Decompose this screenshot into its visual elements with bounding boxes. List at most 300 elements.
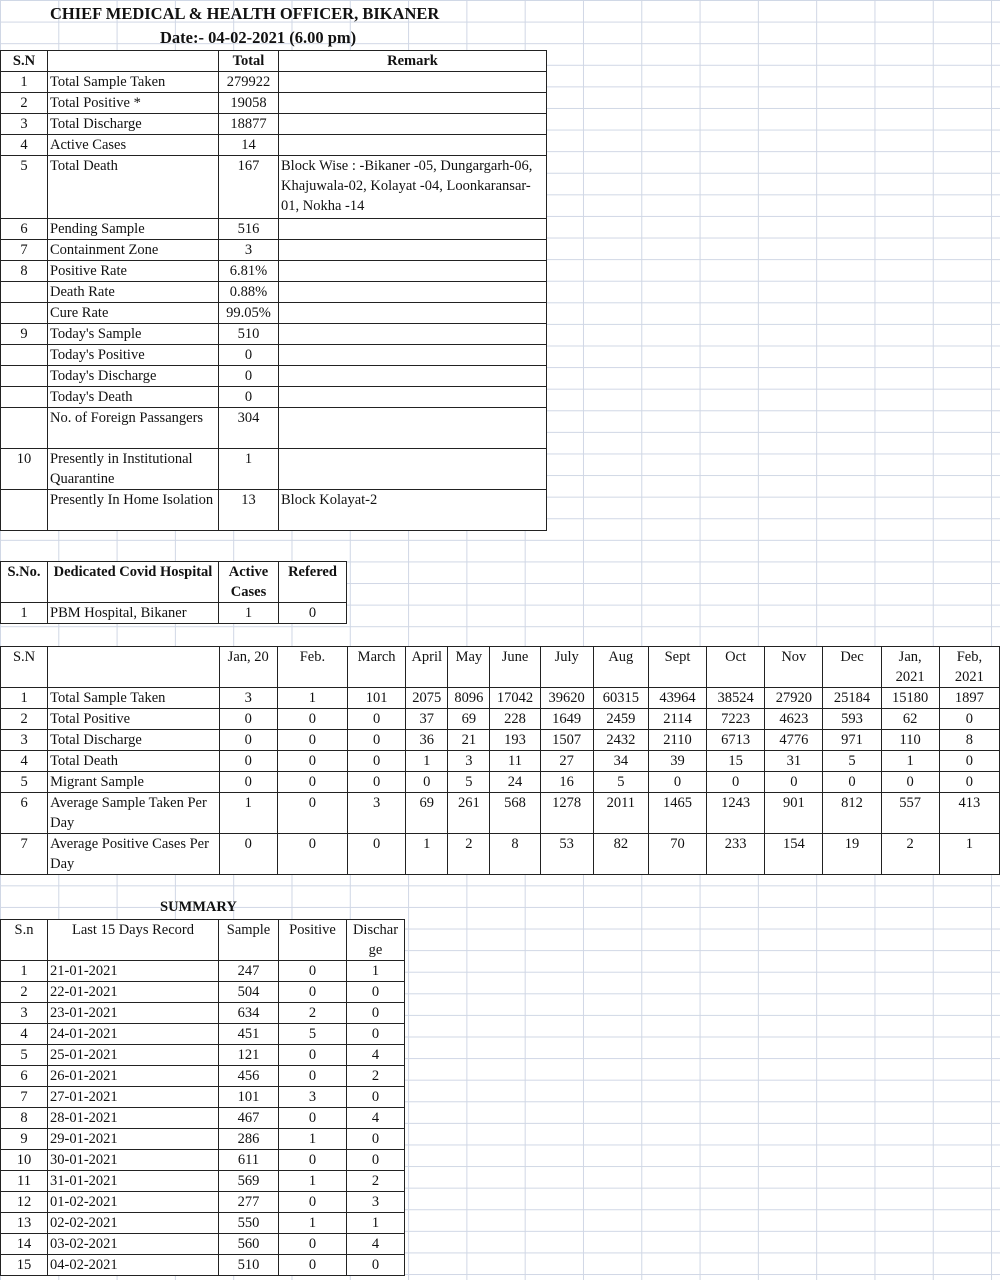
main-row bbox=[1, 93, 547, 114]
monthly-header-month: July bbox=[540, 647, 593, 688]
main-row bbox=[1, 282, 547, 303]
monthly-cell: 0 bbox=[823, 772, 881, 793]
monthly-cell: 1507 bbox=[540, 730, 593, 751]
monthly-header-month: June bbox=[490, 647, 540, 688]
main-row-label: Today's Discharge bbox=[48, 366, 219, 387]
monthly-cell: 812 bbox=[823, 793, 881, 834]
summary-row-sample: 569 bbox=[219, 1171, 279, 1192]
summary-row-positive: 0 bbox=[279, 1255, 347, 1276]
main-row-total: 6.81% bbox=[219, 261, 279, 282]
main-row-label: Presently in Institutional Quarantine bbox=[48, 449, 219, 490]
main-row-sn: 10 bbox=[1, 449, 48, 490]
monthly-cell: 0 bbox=[939, 772, 999, 793]
summary-row-date: 30-01-2021 bbox=[48, 1150, 219, 1171]
main-row-total: 304 bbox=[219, 408, 279, 449]
summary-row-date: 02-02-2021 bbox=[48, 1213, 219, 1234]
monthly-cell: 19 bbox=[823, 834, 881, 875]
summary-row-sn: 9 bbox=[1, 1129, 48, 1150]
main-row-label: Presently In Home Isolation bbox=[48, 490, 219, 531]
monthly-cell: 25184 bbox=[823, 688, 881, 709]
main-row bbox=[1, 387, 547, 408]
main-row-label: Total Discharge bbox=[48, 114, 219, 135]
summary-row bbox=[1, 1171, 405, 1192]
monthly-cell: 101 bbox=[348, 688, 406, 709]
monthly-cell: 2432 bbox=[593, 730, 648, 751]
main-stats-table bbox=[0, 50, 547, 531]
summary-row-sample: 101 bbox=[219, 1087, 279, 1108]
summary-row-date: 23-01-2021 bbox=[48, 1003, 219, 1024]
main-row-remark bbox=[279, 219, 547, 240]
monthly-row-sn: 6 bbox=[1, 793, 48, 834]
hospital-row bbox=[1, 603, 347, 624]
summary-row-date: 25-01-2021 bbox=[48, 1045, 219, 1066]
main-row-total: 19058 bbox=[219, 93, 279, 114]
main-row-total: 0 bbox=[219, 366, 279, 387]
monthly-cell: 4776 bbox=[765, 730, 823, 751]
summary-row-sample: 456 bbox=[219, 1066, 279, 1087]
main-row-total: 0 bbox=[219, 387, 279, 408]
summary-row bbox=[1, 1108, 405, 1129]
monthly-row-sn: 4 bbox=[1, 751, 48, 772]
summary-row-sn: 15 bbox=[1, 1255, 48, 1276]
main-row-label: Cure Rate bbox=[48, 303, 219, 324]
monthly-cell: 0 bbox=[881, 772, 939, 793]
monthly-row bbox=[1, 834, 1000, 875]
monthly-row-label: Total Positive bbox=[48, 709, 220, 730]
monthly-header-month: May bbox=[448, 647, 490, 688]
monthly-cell: 70 bbox=[648, 834, 706, 875]
monthly-cell: 0 bbox=[348, 834, 406, 875]
main-row-sn: 5 bbox=[1, 156, 48, 219]
summary-row-sample: 286 bbox=[219, 1129, 279, 1150]
monthly-cell: 228 bbox=[490, 709, 540, 730]
monthly-cell: 21 bbox=[448, 730, 490, 751]
monthly-cell: 62 bbox=[881, 709, 939, 730]
summary-row-discharge: 2 bbox=[347, 1066, 405, 1087]
summary-row-discharge: 2 bbox=[347, 1171, 405, 1192]
main-row-label: Total Positive * bbox=[48, 93, 219, 114]
summary-row-sample: 510 bbox=[219, 1255, 279, 1276]
main-row-sn: 2 bbox=[1, 93, 48, 114]
main-row bbox=[1, 114, 547, 135]
monthly-cell: 0 bbox=[939, 709, 999, 730]
main-row-sn bbox=[1, 303, 48, 324]
monthly-cell: 8096 bbox=[448, 688, 490, 709]
main-row bbox=[1, 261, 547, 282]
monthly-row-label: Total Death bbox=[48, 751, 220, 772]
main-row bbox=[1, 366, 547, 387]
main-row-sn bbox=[1, 408, 48, 449]
summary-header-row bbox=[1, 920, 405, 961]
monthly-cell: 39 bbox=[648, 751, 706, 772]
summary-row-positive: 1 bbox=[279, 1171, 347, 1192]
monthly-cell: 413 bbox=[939, 793, 999, 834]
monthly-cell: 27 bbox=[540, 751, 593, 772]
main-row-sn bbox=[1, 282, 48, 303]
summary-row-sample: 560 bbox=[219, 1234, 279, 1255]
monthly-cell: 16 bbox=[540, 772, 593, 793]
main-row-total: 0 bbox=[219, 345, 279, 366]
main-row-remark bbox=[279, 366, 547, 387]
summary-row-discharge: 4 bbox=[347, 1234, 405, 1255]
summary-row bbox=[1, 1129, 405, 1150]
main-row-remark: Block Kolayat-2 bbox=[279, 490, 547, 531]
hospital-header-sn: S.No. bbox=[1, 562, 48, 603]
summary-row-discharge: 0 bbox=[347, 1150, 405, 1171]
monthly-cell: 0 bbox=[277, 793, 347, 834]
monthly-row bbox=[1, 772, 1000, 793]
monthly-row bbox=[1, 709, 1000, 730]
monthly-row-label: Average Sample Taken Per Day bbox=[48, 793, 220, 834]
summary-row-sn: 2 bbox=[1, 982, 48, 1003]
summary-row-date: 03-02-2021 bbox=[48, 1234, 219, 1255]
monthly-header-row bbox=[1, 647, 1000, 688]
main-row-remark bbox=[279, 387, 547, 408]
main-row-label: Total Sample Taken bbox=[48, 72, 219, 93]
monthly-cell: 15 bbox=[707, 751, 765, 772]
monthly-cell: 31 bbox=[765, 751, 823, 772]
summary-row bbox=[1, 1234, 405, 1255]
main-row-total: 18877 bbox=[219, 114, 279, 135]
main-row-remark bbox=[279, 240, 547, 261]
main-row-sn: 8 bbox=[1, 261, 48, 282]
main-row-total: 0.88% bbox=[219, 282, 279, 303]
monthly-cell: 154 bbox=[765, 834, 823, 875]
monthly-header-month: April bbox=[406, 647, 448, 688]
monthly-cell: 568 bbox=[490, 793, 540, 834]
main-row bbox=[1, 72, 547, 93]
summary-row-date: 22-01-2021 bbox=[48, 982, 219, 1003]
summary-row-discharge: 1 bbox=[347, 1213, 405, 1234]
summary-row-sample: 550 bbox=[219, 1213, 279, 1234]
monthly-header-month: Nov bbox=[765, 647, 823, 688]
main-row-total: 516 bbox=[219, 219, 279, 240]
main-row-label: Active Cases bbox=[48, 135, 219, 156]
monthly-header-month: Jan, 2021 bbox=[881, 647, 939, 688]
summary-row-positive: 0 bbox=[279, 1192, 347, 1213]
main-row-sn bbox=[1, 490, 48, 531]
main-row-sn: 6 bbox=[1, 219, 48, 240]
summary-row-discharge: 3 bbox=[347, 1192, 405, 1213]
monthly-row bbox=[1, 751, 1000, 772]
summary-row-sn: 6 bbox=[1, 1066, 48, 1087]
monthly-cell: 0 bbox=[348, 751, 406, 772]
summary-row-discharge: 0 bbox=[347, 1087, 405, 1108]
monthly-cell: 3 bbox=[448, 751, 490, 772]
hospital-header-name: Dedicated Covid Hospital bbox=[48, 562, 219, 603]
summary-title: SUMMARY bbox=[160, 899, 237, 915]
summary-row-positive: 1 bbox=[279, 1213, 347, 1234]
monthly-cell: 11 bbox=[490, 751, 540, 772]
summary-row-discharge: 1 bbox=[347, 961, 405, 982]
monthly-header-month: Oct bbox=[707, 647, 765, 688]
summary-row-date: 27-01-2021 bbox=[48, 1087, 219, 1108]
monthly-cell: 1 bbox=[881, 751, 939, 772]
monthly-cell: 60315 bbox=[593, 688, 648, 709]
monthly-row-sn: 3 bbox=[1, 730, 48, 751]
summary-row-positive: 0 bbox=[279, 1108, 347, 1129]
monthly-cell: 4623 bbox=[765, 709, 823, 730]
monthly-cell: 593 bbox=[823, 709, 881, 730]
summary-row-discharge: 0 bbox=[347, 1003, 405, 1024]
monthly-row-sn: 5 bbox=[1, 772, 48, 793]
hospital-table bbox=[0, 561, 347, 624]
summary-row bbox=[1, 1192, 405, 1213]
main-row-total: 3 bbox=[219, 240, 279, 261]
monthly-row-label: Total Discharge bbox=[48, 730, 220, 751]
monthly-cell: 2110 bbox=[648, 730, 706, 751]
monthly-cell: 5 bbox=[823, 751, 881, 772]
summary-row-positive: 1 bbox=[279, 1129, 347, 1150]
monthly-cell: 2459 bbox=[593, 709, 648, 730]
summary-row-positive: 0 bbox=[279, 982, 347, 1003]
monthly-cell: 1649 bbox=[540, 709, 593, 730]
monthly-row-sn: 1 bbox=[1, 688, 48, 709]
summary-row-date: 26-01-2021 bbox=[48, 1066, 219, 1087]
summary-row-discharge: 0 bbox=[347, 1129, 405, 1150]
monthly-row-sn: 7 bbox=[1, 834, 48, 875]
monthly-row-label: Migrant Sample bbox=[48, 772, 220, 793]
monthly-header-sn: S.N bbox=[1, 647, 48, 688]
monthly-cell: 7223 bbox=[707, 709, 765, 730]
monthly-cell: 3 bbox=[348, 793, 406, 834]
monthly-cell: 2011 bbox=[593, 793, 648, 834]
monthly-header-month: Aug bbox=[593, 647, 648, 688]
monthly-cell: 1 bbox=[406, 834, 448, 875]
monthly-cell: 1278 bbox=[540, 793, 593, 834]
main-row-total: 510 bbox=[219, 324, 279, 345]
summary-row-date: 28-01-2021 bbox=[48, 1108, 219, 1129]
main-row-total: 14 bbox=[219, 135, 279, 156]
monthly-cell: 2075 bbox=[406, 688, 448, 709]
summary-row bbox=[1, 1150, 405, 1171]
main-row-total: 99.05% bbox=[219, 303, 279, 324]
summary-row-positive: 0 bbox=[279, 1234, 347, 1255]
main-row-sn: 3 bbox=[1, 114, 48, 135]
monthly-cell: 17042 bbox=[490, 688, 540, 709]
summary-row-sample: 451 bbox=[219, 1024, 279, 1045]
summary-row-date: 24-01-2021 bbox=[48, 1024, 219, 1045]
summary-row-sample: 277 bbox=[219, 1192, 279, 1213]
main-header-total: Total bbox=[219, 51, 279, 72]
main-row-sn bbox=[1, 387, 48, 408]
monthly-cell: 69 bbox=[406, 793, 448, 834]
monthly-header-label bbox=[48, 647, 220, 688]
monthly-cell: 0 bbox=[277, 772, 347, 793]
monthly-row bbox=[1, 793, 1000, 834]
summary-row bbox=[1, 1066, 405, 1087]
summary-row-date: 31-01-2021 bbox=[48, 1171, 219, 1192]
hospital-header-row bbox=[1, 562, 347, 603]
monthly-cell: 34 bbox=[593, 751, 648, 772]
main-row-sn bbox=[1, 345, 48, 366]
main-row-sn bbox=[1, 366, 48, 387]
main-row-sn: 7 bbox=[1, 240, 48, 261]
monthly-cell: 1243 bbox=[707, 793, 765, 834]
main-header-sn: S.N bbox=[1, 51, 48, 72]
monthly-cell: 0 bbox=[219, 772, 277, 793]
monthly-cell: 0 bbox=[348, 772, 406, 793]
main-row-label: Death Rate bbox=[48, 282, 219, 303]
main-row-remark: Block Wise : -Bikaner -05, Dungargarh-06, Khajuwala-02, Kolayat -04, Loonkaransar-01, Nokha -14 bbox=[279, 156, 547, 219]
summary-row-sn: 5 bbox=[1, 1045, 48, 1066]
summary-row-positive: 0 bbox=[279, 1150, 347, 1171]
main-row-label: Pending Sample bbox=[48, 219, 219, 240]
main-row-sn: 9 bbox=[1, 324, 48, 345]
monthly-cell: 6713 bbox=[707, 730, 765, 751]
monthly-cell: 24 bbox=[490, 772, 540, 793]
monthly-header-month: Jan, 20 bbox=[219, 647, 277, 688]
hospital-header-active: Active Cases bbox=[219, 562, 279, 603]
monthly-cell: 0 bbox=[406, 772, 448, 793]
hospital-active: 1 bbox=[219, 603, 279, 624]
page-title: CHIEF MEDICAL & HEALTH OFFICER, BIKANER bbox=[50, 4, 440, 23]
main-row-label: Today's Positive bbox=[48, 345, 219, 366]
monthly-cell: 3 bbox=[219, 688, 277, 709]
summary-row-positive: 0 bbox=[279, 1045, 347, 1066]
monthly-cell: 971 bbox=[823, 730, 881, 751]
monthly-cell: 901 bbox=[765, 793, 823, 834]
main-row bbox=[1, 324, 547, 345]
monthly-cell: 69 bbox=[448, 709, 490, 730]
main-row-remark bbox=[279, 93, 547, 114]
hospital-refered: 0 bbox=[279, 603, 347, 624]
monthly-cell: 43964 bbox=[648, 688, 706, 709]
monthly-cell: 0 bbox=[219, 834, 277, 875]
monthly-cell: 0 bbox=[648, 772, 706, 793]
main-header-remark: Remark bbox=[279, 51, 547, 72]
monthly-table bbox=[0, 646, 1000, 875]
summary-row-sample: 634 bbox=[219, 1003, 279, 1024]
monthly-cell: 8 bbox=[939, 730, 999, 751]
main-row-label: No. of Foreign Passangers bbox=[48, 408, 219, 449]
monthly-cell: 0 bbox=[707, 772, 765, 793]
monthly-header-month: March bbox=[348, 647, 406, 688]
monthly-row-label: Total Sample Taken bbox=[48, 688, 220, 709]
summary-header-discharge: Dischar ge bbox=[347, 920, 405, 961]
summary-row-discharge: 4 bbox=[347, 1108, 405, 1129]
summary-row-sn: 3 bbox=[1, 1003, 48, 1024]
monthly-cell: 0 bbox=[765, 772, 823, 793]
summary-row bbox=[1, 1003, 405, 1024]
summary-header-sample: Sample bbox=[219, 920, 279, 961]
monthly-row-label: Average Positive Cases Per Day bbox=[48, 834, 220, 875]
monthly-cell: 15180 bbox=[881, 688, 939, 709]
monthly-row bbox=[1, 730, 1000, 751]
monthly-cell: 1 bbox=[939, 834, 999, 875]
monthly-cell: 233 bbox=[707, 834, 765, 875]
monthly-cell: 0 bbox=[348, 730, 406, 751]
summary-row bbox=[1, 1213, 405, 1234]
monthly-cell: 261 bbox=[448, 793, 490, 834]
main-row-label: Today's Death bbox=[48, 387, 219, 408]
monthly-row-sn: 2 bbox=[1, 709, 48, 730]
monthly-cell: 2 bbox=[448, 834, 490, 875]
summary-row bbox=[1, 1087, 405, 1108]
monthly-cell: 82 bbox=[593, 834, 648, 875]
main-row-label: Containment Zone bbox=[48, 240, 219, 261]
summary-row-date: 29-01-2021 bbox=[48, 1129, 219, 1150]
main-row-remark bbox=[279, 282, 547, 303]
summary-row-sn: 10 bbox=[1, 1150, 48, 1171]
summary-row bbox=[1, 1024, 405, 1045]
main-row-remark bbox=[279, 303, 547, 324]
monthly-cell: 0 bbox=[277, 709, 347, 730]
main-row bbox=[1, 408, 547, 449]
summary-row-discharge: 4 bbox=[347, 1045, 405, 1066]
summary-row bbox=[1, 982, 405, 1003]
main-row-label: Today's Sample bbox=[48, 324, 219, 345]
monthly-cell: 0 bbox=[219, 751, 277, 772]
monthly-cell: 110 bbox=[881, 730, 939, 751]
main-row-remark bbox=[279, 408, 547, 449]
main-row-label: Total Death bbox=[48, 156, 219, 219]
main-row bbox=[1, 303, 547, 324]
monthly-cell: 557 bbox=[881, 793, 939, 834]
summary-row-discharge: 0 bbox=[347, 982, 405, 1003]
summary-header-record: Last 15 Days Record bbox=[48, 920, 219, 961]
main-row-sn: 1 bbox=[1, 72, 48, 93]
monthly-cell: 1 bbox=[219, 793, 277, 834]
summary-row-date: 21-01-2021 bbox=[48, 961, 219, 982]
main-row-remark bbox=[279, 324, 547, 345]
summary-row-sample: 504 bbox=[219, 982, 279, 1003]
summary-row bbox=[1, 1255, 405, 1276]
summary-row-sample: 121 bbox=[219, 1045, 279, 1066]
main-row bbox=[1, 345, 547, 366]
monthly-cell: 39620 bbox=[540, 688, 593, 709]
main-header-label bbox=[48, 51, 219, 72]
summary-row-sample: 611 bbox=[219, 1150, 279, 1171]
main-row-total: 279922 bbox=[219, 72, 279, 93]
main-row-remark bbox=[279, 345, 547, 366]
monthly-cell: 0 bbox=[939, 751, 999, 772]
monthly-cell: 27920 bbox=[765, 688, 823, 709]
monthly-cell: 5 bbox=[593, 772, 648, 793]
monthly-cell: 1 bbox=[277, 688, 347, 709]
main-row-total: 167 bbox=[219, 156, 279, 219]
monthly-cell: 2114 bbox=[648, 709, 706, 730]
monthly-cell: 1 bbox=[406, 751, 448, 772]
main-row-total: 13 bbox=[219, 490, 279, 531]
monthly-cell: 2 bbox=[881, 834, 939, 875]
main-header-row bbox=[1, 51, 547, 72]
monthly-header-month: Sept bbox=[648, 647, 706, 688]
monthly-cell: 0 bbox=[277, 730, 347, 751]
summary-row-sn: 1 bbox=[1, 961, 48, 982]
monthly-header-month: Dec bbox=[823, 647, 881, 688]
summary-row-sn: 4 bbox=[1, 1024, 48, 1045]
monthly-header-month: Feb. bbox=[277, 647, 347, 688]
main-row bbox=[1, 490, 547, 531]
summary-row bbox=[1, 961, 405, 982]
main-row-remark bbox=[279, 449, 547, 490]
monthly-cell: 53 bbox=[540, 834, 593, 875]
monthly-cell: 0 bbox=[277, 834, 347, 875]
main-row-remark bbox=[279, 135, 547, 156]
monthly-header-month: Feb, 2021 bbox=[939, 647, 999, 688]
monthly-cell: 1897 bbox=[939, 688, 999, 709]
summary-header-positive: Positive bbox=[279, 920, 347, 961]
summary-row-sn: 12 bbox=[1, 1192, 48, 1213]
main-row-remark bbox=[279, 261, 547, 282]
hospital-header-refered: Refered bbox=[279, 562, 347, 603]
monthly-cell: 0 bbox=[277, 751, 347, 772]
main-row-sn: 4 bbox=[1, 135, 48, 156]
summary-row-positive: 5 bbox=[279, 1024, 347, 1045]
summary-row-sn: 13 bbox=[1, 1213, 48, 1234]
summary-row-sn: 7 bbox=[1, 1087, 48, 1108]
